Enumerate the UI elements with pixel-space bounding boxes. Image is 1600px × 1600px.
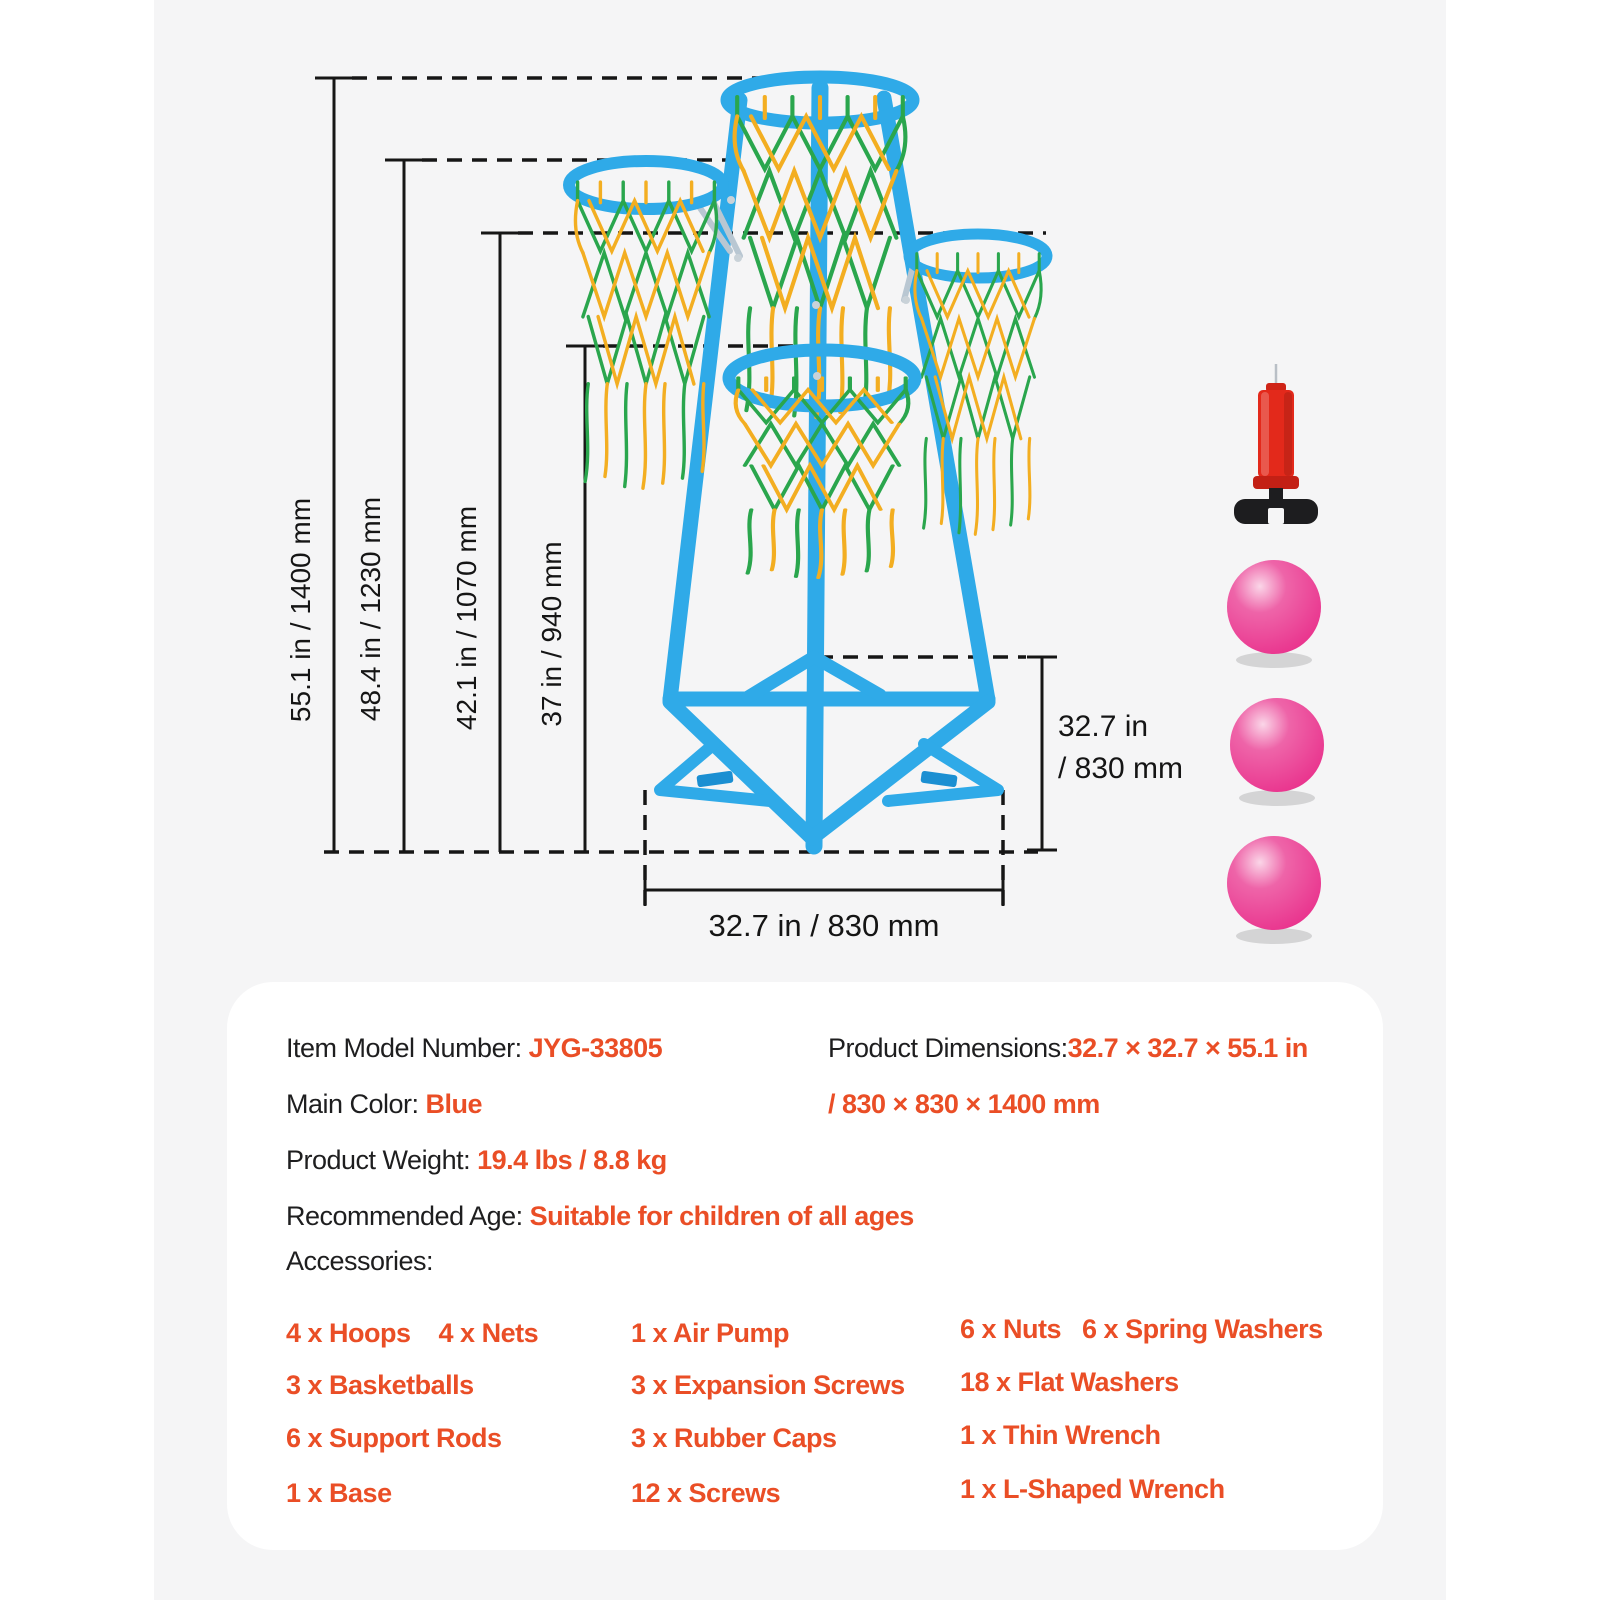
item-model-row [286, 1031, 662, 1065]
accessories-heading: Accessories: [286, 1246, 434, 1276]
accessory-item: 6 x Nuts 6 x Spring Washers [960, 1314, 1323, 1344]
basketballs [1227, 560, 1324, 944]
dimensions-value: 32.7 × 32.7 × 55.1 in [1067, 1033, 1308, 1063]
accessory-item: 1 x Base [286, 1478, 392, 1508]
accessory-item: 6 x Support Rods [286, 1423, 502, 1453]
depth-label-line2: / 830 mm [1058, 752, 1184, 785]
age-label: Recommended Age: [286, 1201, 530, 1231]
air-pump [1234, 364, 1318, 524]
dimensions-label: Product Dimensions: [828, 1033, 1068, 1063]
pump-handle-hole [1268, 508, 1284, 524]
dimensions-row [828, 1031, 1308, 1065]
base-front-v [670, 702, 988, 838]
dimensions-row-line2: / 830 × 830 × 1400 mm [828, 1089, 1100, 1119]
stand-left-leg [670, 100, 740, 700]
age-value: Suitable for children of all ages [529, 1201, 914, 1231]
accessory-item: 3 x Basketballs [286, 1370, 474, 1400]
main-color-value: Blue [425, 1089, 483, 1119]
height-label-37in: 37 in / 940 mm [536, 541, 567, 727]
accessory-item: 4 x Hoops 4 x Nets [286, 1318, 539, 1348]
height-label-48in: 48.4 in / 1230 mm [355, 496, 386, 722]
accessory-item: 12 x Screws [631, 1478, 781, 1508]
accessory-item: 3 x Expansion Screws [631, 1370, 905, 1400]
height-dimension-37in [566, 346, 822, 852]
accessory-item: 1 x Thin Wrench [960, 1420, 1161, 1450]
main-color-row [286, 1087, 482, 1121]
height-label-42in: 42.1 in / 1070 mm [451, 505, 482, 731]
accessory-item: 3 x Rubber Caps [631, 1423, 837, 1453]
weight-value: 19.4 lbs / 8.8 kg [477, 1145, 667, 1175]
weight-row [286, 1143, 667, 1177]
spec-card [227, 982, 1383, 1550]
accessory-item: 18 x Flat Washers [960, 1367, 1179, 1397]
height-label-55in: 55.1 in / 1400 mm [285, 497, 316, 723]
pump-collar [1253, 476, 1299, 489]
hoops [569, 77, 1047, 578]
depth-label-line1: 32.7 in [1058, 710, 1149, 743]
base-width-label: 32.7 in / 830 mm [708, 908, 940, 943]
accessory-item: 1 x Air Pump [631, 1318, 790, 1348]
item-model-value: JYG-33805 [528, 1033, 663, 1063]
height-dimension-48in [385, 160, 726, 852]
base-width-dimension [645, 790, 1003, 906]
accessory-item: 1 x L-Shaped Wrench [960, 1474, 1225, 1504]
weight-label: Product Weight: [286, 1145, 478, 1175]
item-model-label: Item Model Number: [286, 1033, 529, 1063]
main-color-label: Main Color: [286, 1089, 426, 1119]
age-row [286, 1199, 914, 1233]
stand-center-pole [814, 88, 820, 846]
